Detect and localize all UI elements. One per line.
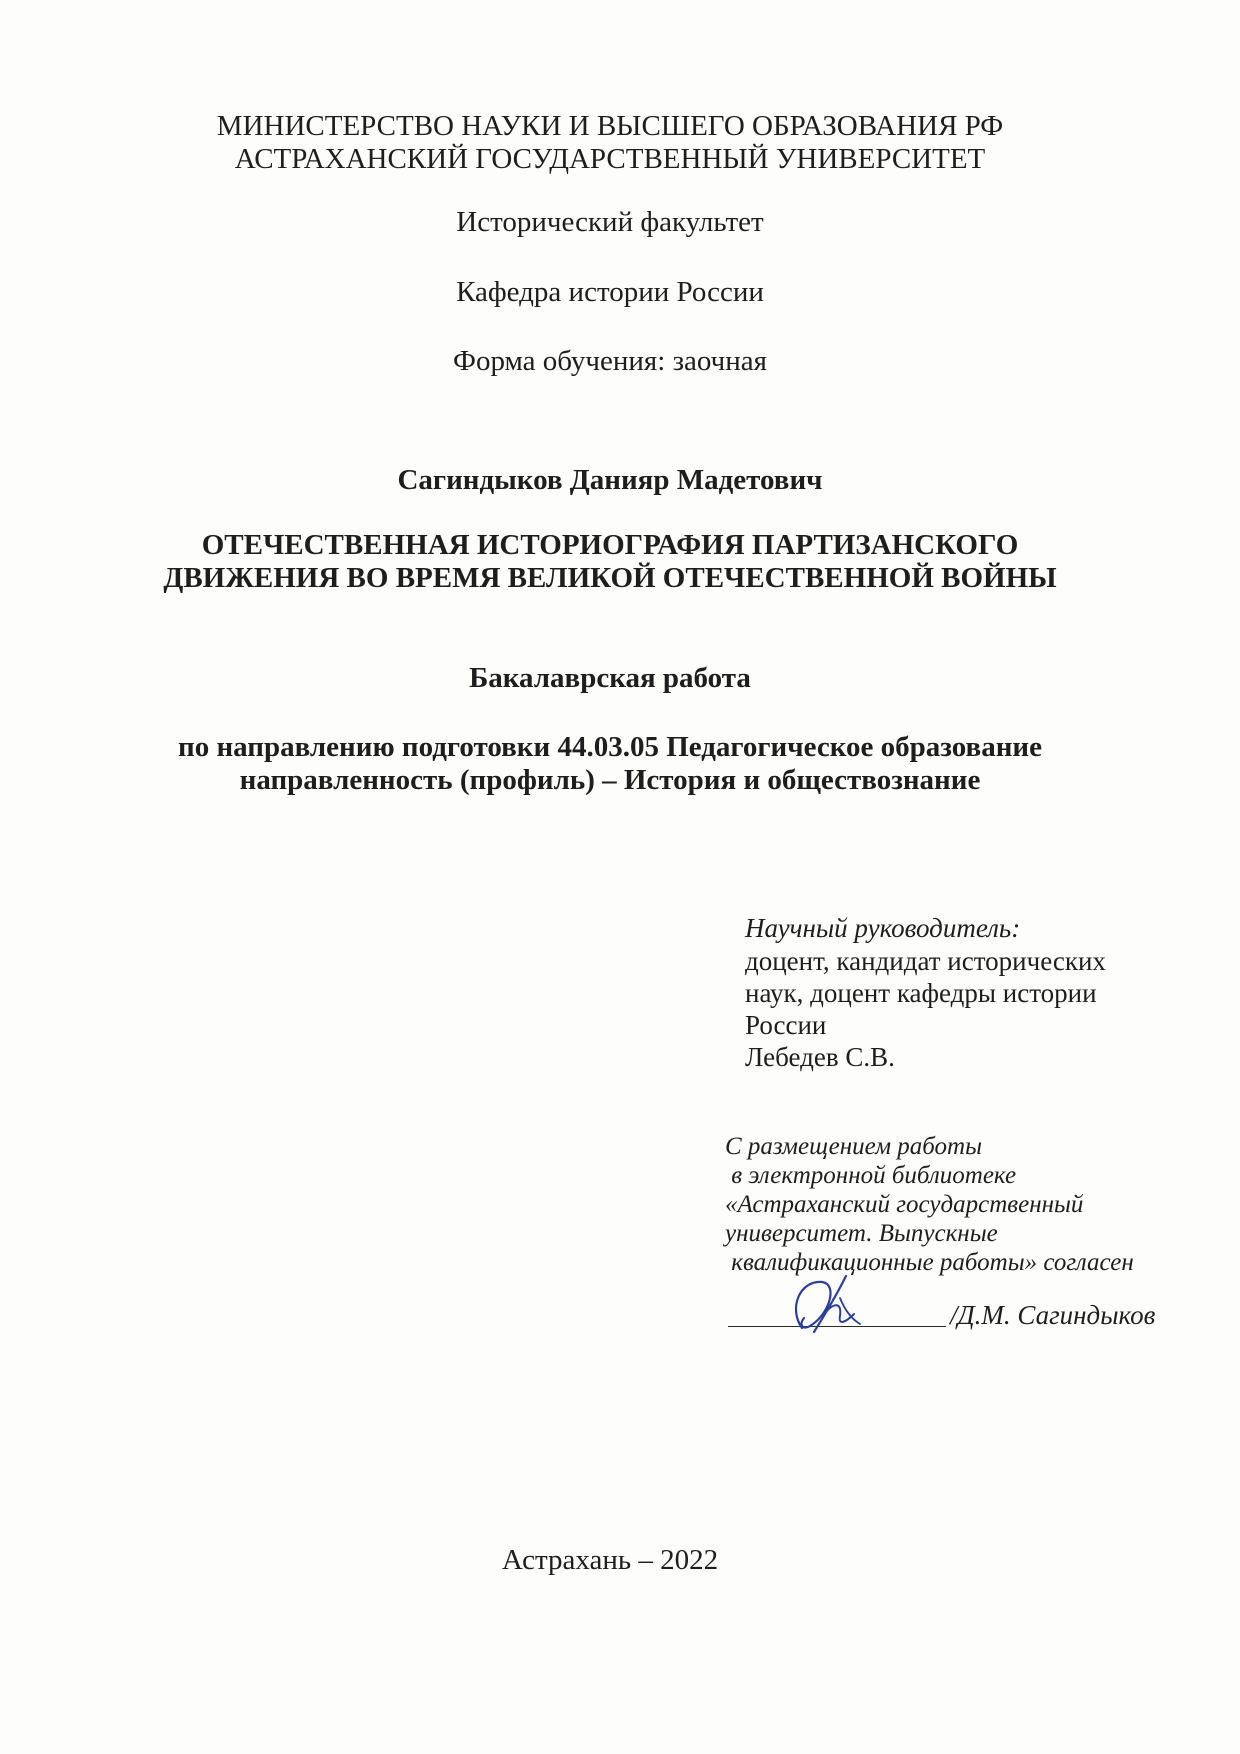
supervisor-line-3: России	[745, 1010, 827, 1040]
author-name: Сагиндыков Данияр Мадетович	[397, 464, 823, 496]
thesis-title-line-2: ДВИЖЕНИЯ ВО ВРЕМЯ ВЕЛИКОЙ ОТЕЧЕСТВЕННОЙ ВОЙНЫ	[163, 562, 1057, 594]
direction-line-2: направленность (профиль) – История и обществознание	[239, 764, 981, 796]
consent-line-2: в электронной библиотеке	[725, 1162, 1017, 1189]
consent-line-5: квалификационные работы» согласен	[725, 1249, 1134, 1276]
city-year: Астрахань – 2022	[501, 1544, 719, 1576]
supervisor-label: Научный руководитель:	[745, 913, 1021, 943]
supervisor-name: Лебедев С.В.	[745, 1042, 895, 1072]
department-line: Кафедра истории России	[456, 276, 764, 308]
supervisor-line-2: наук, доцент кафедры истории	[745, 978, 1097, 1008]
supervisor-line-1: доцент, кандидат исторических	[745, 946, 1106, 976]
consent-line-1: С размещением работы	[725, 1133, 983, 1160]
ministry-line: МИНИСТЕРСТВО НАУКИ И ВЫСШЕГО ОБРАЗОВАНИЯ РФ	[216, 110, 1004, 142]
work-type: Бакалаврская работа	[469, 662, 751, 694]
consent-line-3: «Астраханский государственный	[725, 1191, 1084, 1218]
thesis-title-line-1: ОТЕЧЕСТВЕННАЯ ИСТОРИОГРАФИЯ ПАРТИЗАНСКОГО	[201, 529, 1019, 561]
consent-line-4: университет. Выпускные	[725, 1220, 998, 1247]
faculty-line: Исторический факультет	[456, 206, 764, 238]
handwritten-signature	[780, 1268, 880, 1348]
university-line: АСТРАХАНСКИЙ ГОСУДАРСТВЕННЫЙ УНИВЕРСИТЕТ	[234, 143, 986, 175]
study-form-line: Форма обучения: заочная	[453, 345, 767, 377]
signer-name: /Д.М. Сагиндыков	[950, 1300, 1156, 1330]
direction-line-1: по направлению подготовки 44.03.05 Педагогическое образование	[178, 731, 1042, 763]
